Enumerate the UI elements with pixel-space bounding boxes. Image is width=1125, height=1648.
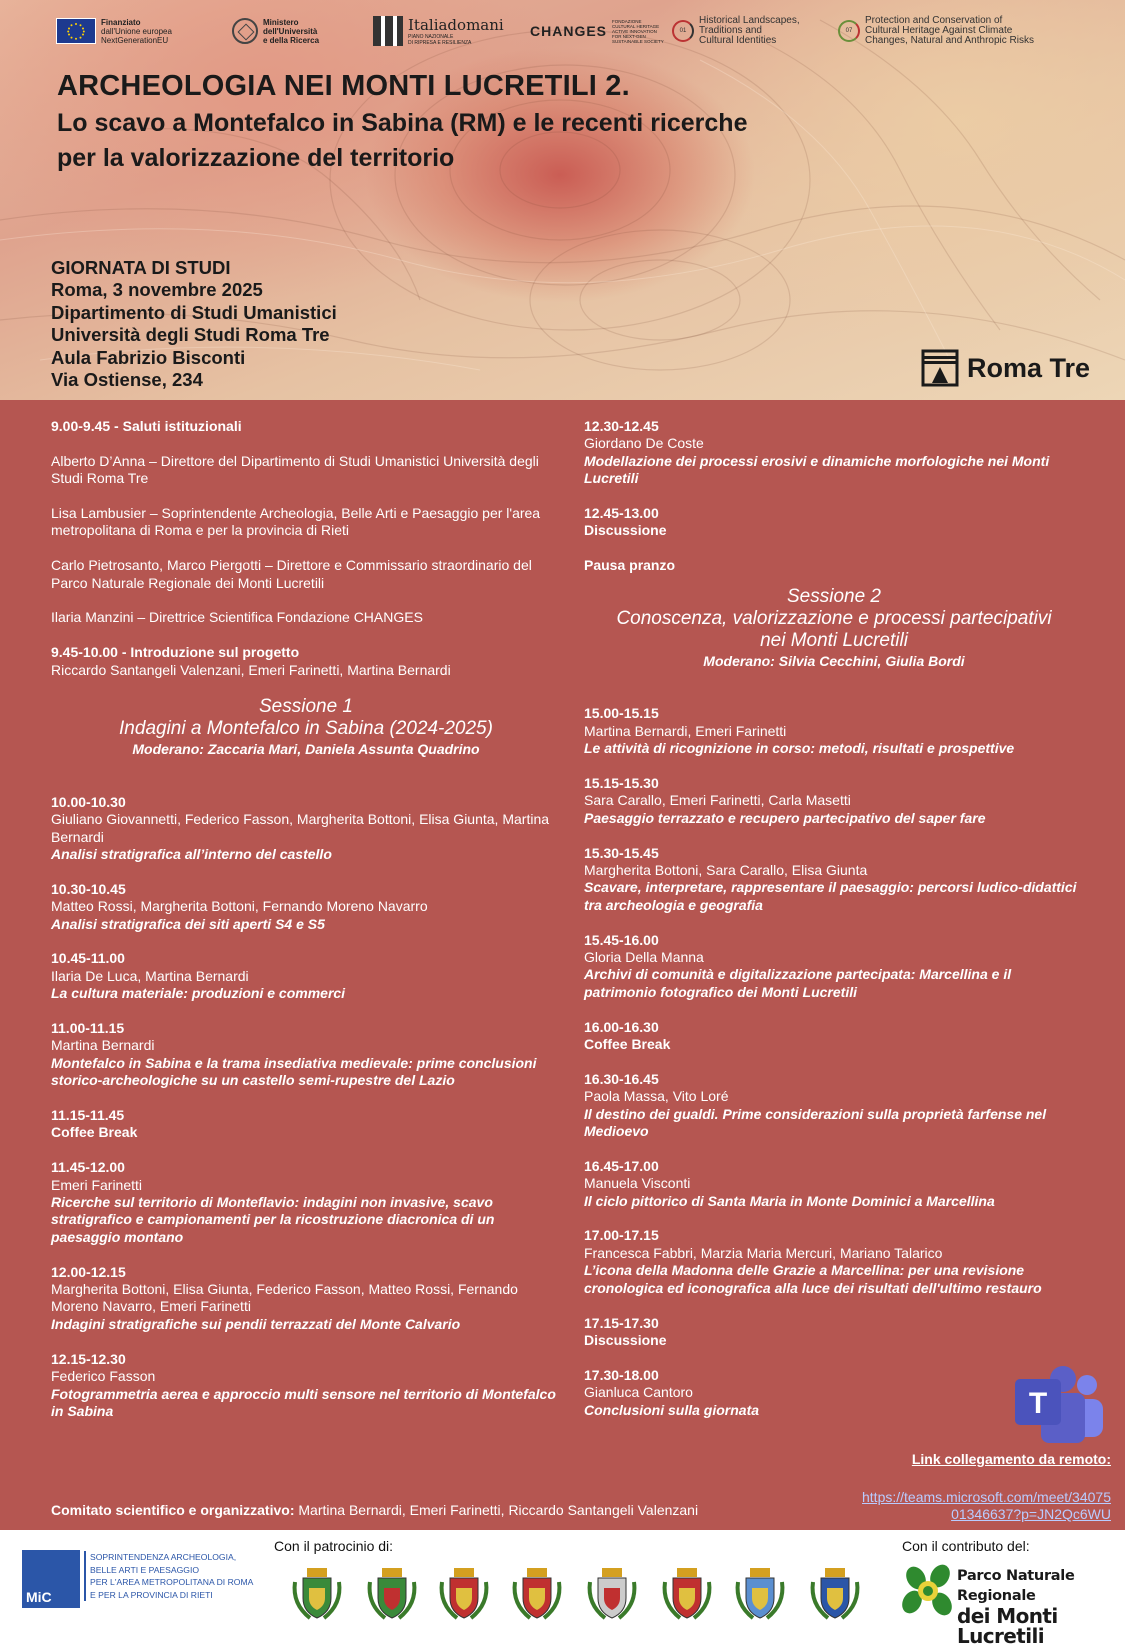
- event-date: Roma, 3 novembre 2025: [51, 279, 263, 301]
- session-2-header: [584, 586, 1084, 671]
- spoke-01-logo: 01 Historical Landscapes, Traditions and Cultural Identities: [672, 12, 800, 50]
- break-label: Discussione: [584, 522, 667, 539]
- committee-label: Comitato scientifico e organizzativo:: [51, 1502, 295, 1518]
- event-address: Via Ostiense, 234: [51, 369, 203, 391]
- program-break: [584, 1019, 1084, 1054]
- talk-title: Montefalco in Sabina e la trama insediativa medievale: prime conclusioni storico-archeologiche su un castello semi-rupestre del Lazio: [51, 1054, 537, 1089]
- talk-title: Archivi di comunità e digitalizzazione partecipata: Marcellina e il patrimonio fotografico dei Monti Lucretili: [584, 966, 1012, 1000]
- header-banner: [0, 0, 1125, 400]
- talk-entry: [584, 418, 1084, 488]
- talk-title: Analisi stratigrafica all’interno del castello: [51, 846, 332, 863]
- mic-logo: MiC: [22, 1550, 80, 1608]
- talk-speakers: Ilaria De Luca, Martina Bernardi: [51, 967, 249, 984]
- event-title: ARCHEOLOGIA NEI MONTI LUCRETILI 2.: [57, 70, 630, 102]
- talk-title: Ricerche sul territorio di Monteflavio: indagini non invasive, scavo stratigrafico e campionamenti per la ricostruzione diacronica di un paesaggio montano: [51, 1194, 495, 1245]
- talk-time: 16.30-16.45: [584, 1070, 659, 1087]
- spoke-07-logo: 07 Protection and Conservation of Cultural Heritage Against Climate Changes, Natural and Anthropic Risks: [838, 12, 1034, 50]
- session-2-label: Sessione 2: [786, 586, 881, 608]
- talk-entry: [51, 794, 561, 864]
- talk-title: Fotogrammetria aerea e approccio multi sensore nel territorio di Montefalco in Sabina: [51, 1385, 556, 1419]
- break-label: Discussione: [584, 1331, 667, 1348]
- talk-speakers: Gianluca Cantoro: [584, 1384, 693, 1401]
- talk-time: 12.30-12.45: [584, 418, 659, 434]
- intro-speakers: Riccardo Santangeli Valenzani, Emeri Farinetti, Martina Bernardi: [51, 661, 451, 678]
- municipal-crest-icon: [660, 1566, 714, 1624]
- talk-speakers: Matteo Rossi, Margherita Bottoni, Fernando Moreno Navarro: [51, 898, 428, 915]
- talk-time: 15.30-15.45: [584, 844, 659, 861]
- event-info: [51, 257, 337, 391]
- svg-text:T: T: [1028, 1387, 1048, 1420]
- welcome-speaker: Lisa Lambusier – Soprintendente Archeologia, Belle Arti e Paesaggio per l'area metropolitana di Roma e per la provincia di Rieti: [51, 505, 541, 539]
- event-department: Dipartimento di Studi Umanistici: [51, 301, 337, 323]
- program-break: [584, 505, 1084, 540]
- event-subtitle-line-1: Lo scavo a Montefalco in Sabina (RM) e le recenti ricerche: [57, 109, 748, 137]
- session-2-talks: [584, 705, 1084, 1419]
- event-subtitle-line-2: per la valorizzazione del territorio: [57, 144, 455, 172]
- session-1-moderators: Moderano: Zaccaria Mari, Daniela Assunta Quadrino: [132, 741, 480, 758]
- welcome-time: 9.00-9.45 - Saluti istituzionali: [51, 418, 242, 434]
- talk-title: Analisi stratigrafica dei siti aperti S4 e S5: [51, 915, 325, 932]
- talk-entry: [584, 1227, 1084, 1297]
- eu-logo: Finanziato dall'Unione europea NextGenerationEU: [56, 12, 172, 50]
- program-column-left: [51, 418, 561, 1438]
- talk-time: 16.45-17.00: [584, 1157, 659, 1174]
- talk-entry: [51, 881, 561, 933]
- program-break: [51, 1107, 561, 1142]
- talk-entry: [584, 1158, 1084, 1210]
- patronage-label: Con il patrocinio di:: [274, 1538, 394, 1554]
- talk-time: 17.30-18.00: [584, 1366, 659, 1383]
- talk-entry: [584, 1071, 1084, 1141]
- session-2-moderators: Moderano: Silvia Cecchini, Giulia Bordi: [703, 653, 965, 670]
- talk-title: Indagini stratigrafiche sui pendii terrazzati del Monte Calvario: [51, 1315, 461, 1332]
- talk-speakers: Federico Fasson: [51, 1368, 156, 1385]
- talk-entry: [51, 950, 561, 1002]
- talk-speakers: Francesca Fabbri, Marzia Maria Mercuri, Mariano Talarico: [584, 1244, 943, 1261]
- break-label: Coffee Break: [51, 1124, 138, 1141]
- talk-speakers: Giordano De Coste: [584, 435, 704, 452]
- soprintendenza-name: SOPRINTENDENZA ARCHEOLOGIA, BELLE ARTI E PAESAGGIO PER L'AREA METROPOLITANA DI ROMA E PER LA PROVINCIA DI RIETI: [84, 1551, 264, 1601]
- talk-time: 11.45-12.00: [51, 1159, 125, 1176]
- program-section: [0, 400, 1125, 1530]
- talk-time: 10.45-11.00: [51, 950, 125, 967]
- talk-time: 17.15-17.30: [584, 1314, 659, 1331]
- talk-time: 17.00-17.15: [584, 1227, 659, 1244]
- welcome-speaker: Ilaria Manzini – Direttrice Scientifica Fondazione CHANGES: [51, 609, 423, 626]
- municipal-crest-icon: [510, 1566, 564, 1624]
- municipal-crest-icon: [585, 1566, 639, 1624]
- talk-time: 11.15-11.45: [51, 1107, 125, 1124]
- session-2-title-line-1: Conoscenza, valorizzazione e processi partecipativi: [616, 608, 1052, 630]
- session-1-label: Sessione 1: [258, 696, 353, 718]
- municipal-crest-icon: [733, 1566, 787, 1624]
- talk-entry: [584, 1367, 1084, 1419]
- eu-flag-icon: [56, 18, 96, 44]
- partner-logos: [50, 8, 1080, 53]
- welcome-speaker: Alberto D’Anna – Direttore del Dipartimento di Studi Umanistici Università degli Studi Roma Tre: [51, 452, 539, 487]
- talk-speakers: Martina Bernardi, Emeri Farinetti: [584, 722, 787, 739]
- spoke-07-icon: 07: [838, 20, 860, 42]
- talk-time: 12.45-13.00: [584, 505, 659, 522]
- committee-members: Martina Bernardi, Emeri Farinetti, Riccardo Santangeli Valenzani: [298, 1502, 699, 1518]
- lunch-break: Pausa pranzo: [584, 557, 676, 574]
- parco-flower-icon: [900, 1564, 958, 1618]
- talk-entry: [51, 1351, 561, 1421]
- footer-sponsors: [0, 1530, 1125, 1648]
- talk-speakers: Paola Massa, Vito Loré: [584, 1088, 729, 1105]
- program-column-right: [584, 418, 1084, 1436]
- talk-title: Il ciclo pittorico di Santa Maria in Monte Dominici a Marcellina: [584, 1192, 995, 1209]
- municipal-crest-icon: [365, 1566, 419, 1624]
- break-label: Coffee Break: [584, 1036, 671, 1053]
- parco-lucretili-logo: Parco Naturale Regionale dei Monti Lucretili: [957, 1568, 1075, 1648]
- mur-logo: Ministero dell'Università e della Ricerca: [232, 12, 319, 50]
- talk-title: Paesaggio terrazzato e recupero partecipativo del saper fare: [584, 809, 986, 826]
- talk-time: 15.45-16.00: [584, 931, 659, 948]
- talk-speakers: Emeri Farinetti: [51, 1176, 143, 1193]
- italian-emblem-icon: [232, 18, 258, 44]
- municipal-crest-icon: [437, 1566, 491, 1624]
- morning-talks-continued: [584, 418, 1084, 540]
- roma-tre-icon: [922, 350, 958, 386]
- remote-link-label: Link collegamento da remoto:: [911, 1451, 1111, 1467]
- spoke-01-icon: 01: [672, 20, 694, 42]
- talk-title: Scavare, interpretare, rappresentare il paesaggio: percorsi ludico-didattici tra archeologia e geografia: [584, 879, 1077, 913]
- talk-title: L’icona della Madonna delle Grazie a Marcellina: per una revisione cronologica ed iconografica alla luce dei risultati dell'ultimo restauro: [584, 1262, 1042, 1296]
- talk-time: 15.15-15.30: [584, 775, 659, 792]
- talk-time: 15.00-15.15: [584, 705, 659, 722]
- talk-time: 12.15-12.30: [51, 1350, 126, 1367]
- talk-title: Le attività di ricognizione in corso: metodi, risultati e prospettive: [584, 740, 1015, 757]
- talk-time: 11.00-11.15: [51, 1020, 125, 1037]
- municipal-crest-icon: [290, 1566, 344, 1624]
- roma-tre-logo: Roma Tre: [922, 350, 1090, 386]
- talk-title: Il destino dei gualdi. Prime considerazioni sulla proprietà farfense nel Medioevo: [584, 1105, 1047, 1140]
- session-1-talks: [51, 794, 561, 1421]
- talk-entry: [584, 932, 1084, 1002]
- talk-speakers: Martina Bernardi: [51, 1037, 155, 1054]
- organizing-committee: [51, 1502, 698, 1518]
- talk-speakers: Giuliano Giovannetti, Federico Fasson, Margherita Bottoni, Elisa Giunta, Martina Bernardi: [51, 811, 550, 845]
- italiadomani-icon: [373, 16, 403, 46]
- talk-time: 12.00-12.15: [51, 1263, 126, 1280]
- talk-time: 10.00-10.30: [51, 793, 126, 810]
- event-room: Aula Fabrizio Bisconti: [51, 346, 246, 368]
- talk-speakers: Margherita Bottoni, Sara Carallo, Elisa Giunta: [584, 862, 868, 879]
- event-type: GIORNATA DI STUDI: [51, 257, 231, 278]
- talk-time: 16.00-16.30: [584, 1018, 659, 1035]
- talk-speakers: Margherita Bottoni, Elisa Giunta, Federico Fasson, Matteo Rossi, Fernando Moreno Navarro, Emeri Farinetti: [51, 1281, 518, 1315]
- session-1-title: Indagini a Montefalco in Sabina (2024-2025): [119, 718, 493, 740]
- talk-entry: [51, 1159, 561, 1246]
- talk-speakers: Manuela Visconti: [584, 1175, 691, 1192]
- talk-entry: [51, 1020, 561, 1090]
- session-1-header: [51, 696, 561, 759]
- talk-time: 10.30-10.45: [51, 880, 126, 897]
- talk-entry: [51, 1264, 561, 1334]
- teams-meeting-link[interactable]: https://teams.microsoft.com/meet/3407501346637?p=JN2Qc6WU: [862, 1489, 1111, 1522]
- talk-entry: [584, 705, 1084, 757]
- talk-speakers: Sara Carallo, Emeri Farinetti, Carla Masetti: [584, 792, 851, 809]
- talk-entry: [584, 845, 1084, 915]
- changes-logo: CHANGES FONDAZIONE CULTURAL HERITAGE ACTIVE INNOVATION FOR NEXT-GEN SUSTAINABLE SOCIETY: [530, 18, 664, 44]
- municipal-crest-icon: [808, 1566, 862, 1624]
- microsoft-teams-icon: [1013, 1365, 1105, 1445]
- welcome-speaker: Carlo Pietrosanto, Marco Piergotti – Direttore e Commissario straordinario del Parco Naturale Regionale dei Monti Lucretili: [51, 557, 532, 591]
- program-break: [584, 1315, 1084, 1350]
- italiadomani-logo: Italiadomani PIANO NAZIONALE DI RIPRESA E RESILIENZA: [373, 12, 504, 50]
- talk-title: La cultura materiale: produzioni e commerci: [51, 985, 346, 1002]
- event-university: Università degli Studi Roma Tre: [51, 324, 330, 346]
- intro-time: 9.45-10.00 - Introduzione sul progetto: [51, 644, 300, 661]
- talk-entry: [584, 775, 1084, 827]
- talk-speakers: Gloria Della Manna: [584, 949, 704, 966]
- session-2-title-line-2: nei Monti Lucretili: [760, 630, 908, 652]
- talk-title: Conclusioni sulla giornata: [584, 1401, 760, 1418]
- talk-title: Modellazione dei processi erosivi e dinamiche morfologiche nei Monti Lucretili: [584, 452, 1050, 487]
- contribution-label: Con il contributo del:: [902, 1538, 1030, 1554]
